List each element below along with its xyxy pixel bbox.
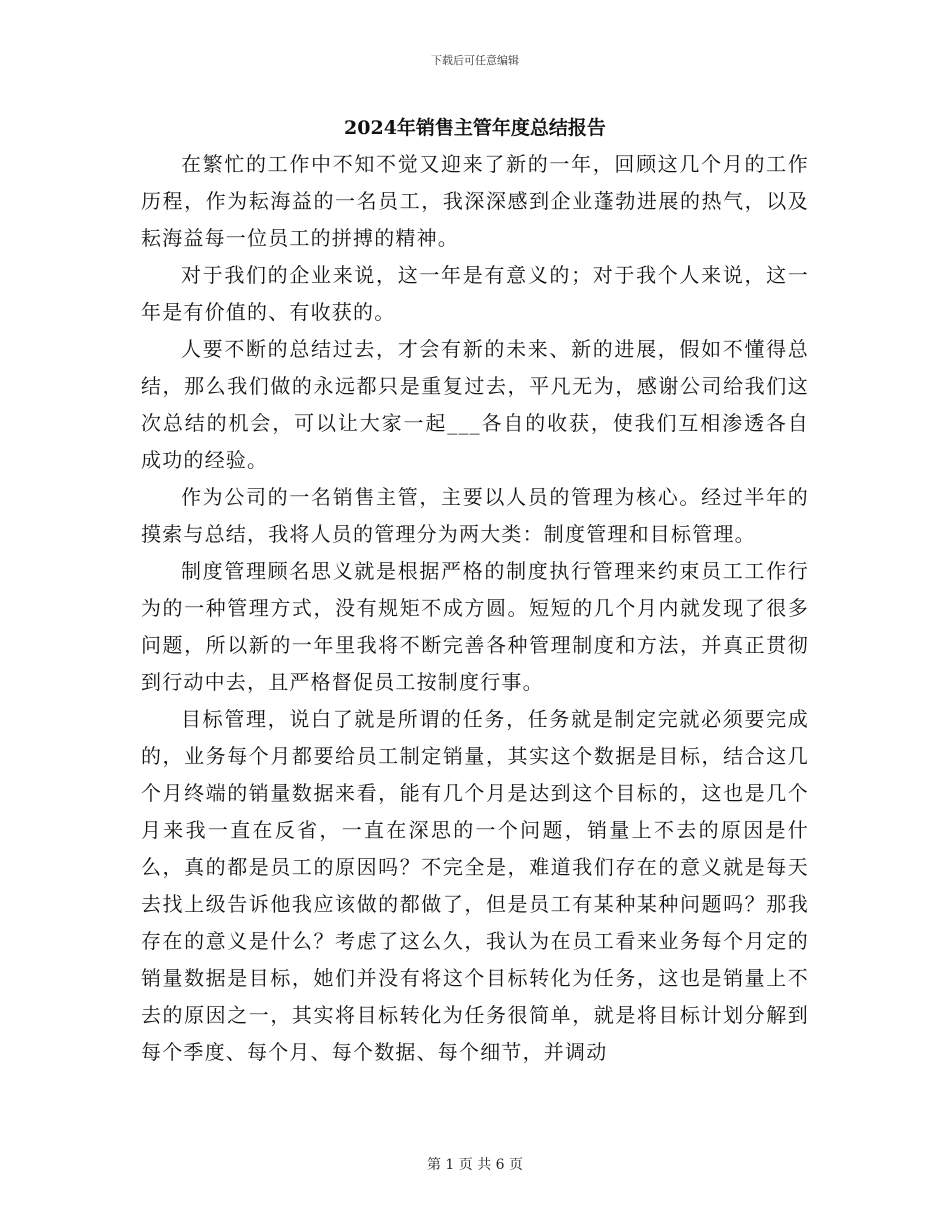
document-body	[141, 146, 809, 1071]
paragraph-management-types: 作为公司的一名销售主管，主要以人员的管理为核心。经过半年的摸索与总结，我将人员的管理分为两大类：制度管理和目标管理。	[141, 485, 809, 546]
paragraph-system-management: 制度管理顾名思义就是根据严格的制度执行管理来约束员工工作行为的一种管理方式，没有规矩不成方圆。短短的几个月内就发现了很多问题，所以新的一年里我将不断完善各种管理制度和方法，并真正贯彻到行动中去，且严格督促员工按制度行事。	[141, 559, 809, 694]
paragraph-significance: 对于我们的企业来说，这一年是有意义的；对于我个人来说，这一年是有价值的、有收获的。	[141, 263, 809, 324]
page-header: 下载后可任意编辑	[431, 54, 519, 67]
paragraph-summary-value: 人要不断的总结过去，才会有新的未来、新的进展，假如不懂得总结，那么我们做的永远都只是重复过去，平凡无为，感谢公司给我们这次总结的机会，可以让大家一起___各自的收获，使我们互相渗透各自成功的经验。	[141, 337, 809, 472]
paragraph-intro: 在繁忙的工作中不知不觉又迎来了新的一年，回顾这几个月的工作历程，作为耘海益的一名员工，我深深感到企业蓬勃进展的热气，以及耘海益每一位员工的拼搏的精神。	[141, 152, 809, 250]
document-title: 2024年销售主管年度总结报告	[344, 117, 606, 139]
paragraph-target-management: 目标管理，说白了就是所谓的任务，任务就是制定完就必须要完成的，业务每个月都要给员工制定销量，其实这个数据是目标，结合这几个月终端的销量数据来看，能有几个月是达到这个目标的，这也是几个月来我一直在反省，一直在深思的一个问题，销量上不去的原因是什么，真的都是员工的原因吗？不完全是，难道我们存在的意义就是每天去找上级告诉他我应该做的都做了，但是员工有某种某种问题吗？那我存在的意义是什么？考虑了这么久，我认为在员工看来业务每个月定的销量数据是目标，她们并没有将这个目标转化为任务，这也是销量上不去的原因之一，其实将目标转化为任务很简单，就是将目标计划分解到每个季度、每个月、每个数据、每个细节，并调动	[141, 707, 809, 1064]
page-number: 第 1 页 共 6 页	[426, 1157, 524, 1173]
